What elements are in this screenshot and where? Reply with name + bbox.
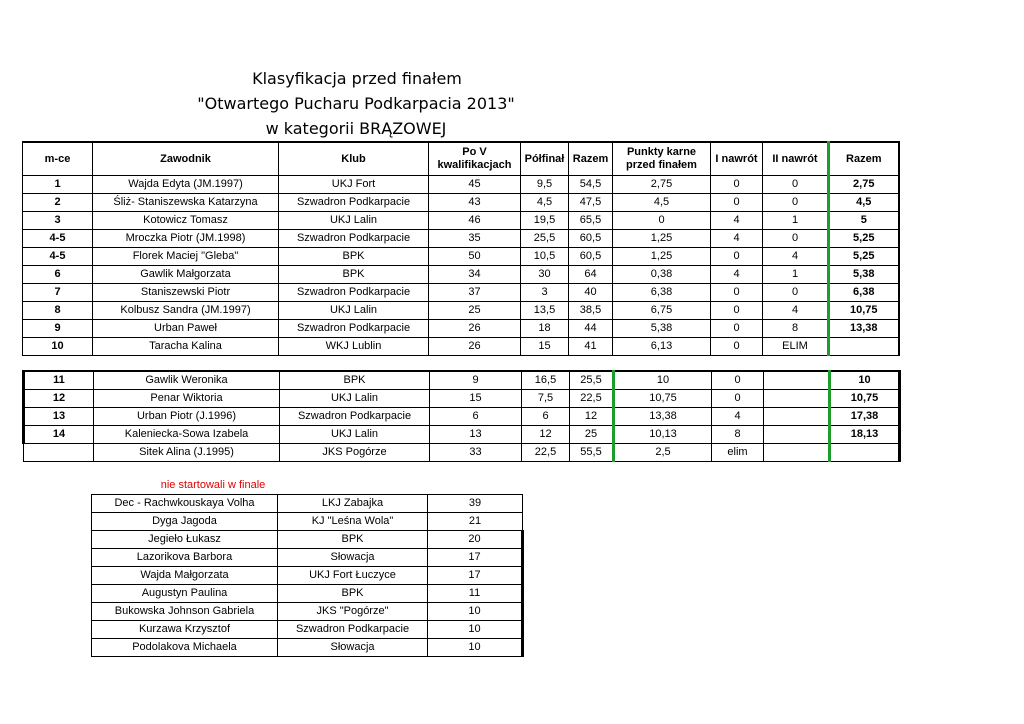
cell-place: 8 — [23, 302, 93, 320]
table-row — [23, 176, 899, 194]
table-header-row — [23, 142, 899, 176]
cell-total: 10 — [830, 371, 900, 390]
cell-sum: 54,5 — [569, 176, 613, 194]
document-title — [0, 66, 712, 141]
cell-name: Florek Maciej "Gleba" — [93, 248, 279, 266]
cell-run1: 0 — [712, 371, 764, 390]
cell-total: 4,5 — [829, 194, 899, 212]
cell-penalty: 10,75 — [614, 390, 712, 408]
cell-penalty: 6,75 — [613, 302, 711, 320]
header-sum: Razem — [569, 142, 613, 176]
cell-sum: 47,5 — [569, 194, 613, 212]
cell-run1: elim — [712, 444, 764, 462]
title-line-3: w kategorii BRĄZOWEJ — [265, 119, 447, 138]
header-penalty: Punkty karne przed finałem — [613, 142, 711, 176]
cell-name: Podolakova Michaela — [92, 639, 278, 657]
cell-penalty: 6,38 — [613, 284, 711, 302]
cell-total: 5 — [829, 212, 899, 230]
table-row — [23, 212, 899, 230]
table-row — [92, 585, 523, 603]
cell-semi: 13,5 — [521, 302, 569, 320]
cell-qual: 6 — [430, 408, 522, 426]
cell-qual: 17 — [428, 567, 523, 585]
cell-qual: 26 — [429, 320, 521, 338]
header-total: Razem — [829, 142, 899, 176]
cell-sum: 41 — [569, 338, 613, 356]
cell-total: 10,75 — [829, 302, 899, 320]
cell-penalty: 4,5 — [613, 194, 711, 212]
table-row — [23, 248, 899, 266]
cell-total — [830, 444, 900, 462]
cell-total: 2,75 — [829, 176, 899, 194]
cell-run2: 8 — [763, 320, 829, 338]
cell-club: BPK — [280, 371, 430, 390]
header-qual: Po V kwalifikacjach — [429, 142, 521, 176]
cell-qual: 37 — [429, 284, 521, 302]
cell-semi: 19,5 — [521, 212, 569, 230]
cell-place: 4-5 — [23, 248, 93, 266]
cell-qual: 11 — [428, 585, 523, 603]
cell-name: Lazorikova Barbora — [92, 549, 278, 567]
table-row — [23, 338, 899, 356]
cell-name: Augustyn Paulina — [92, 585, 278, 603]
table-row — [92, 549, 523, 567]
cell-total: 10,75 — [830, 390, 900, 408]
cell-penalty: 1,25 — [613, 248, 711, 266]
cell-semi: 25,5 — [521, 230, 569, 248]
cell-run2: ELIM — [763, 338, 829, 356]
cell-qual: 50 — [429, 248, 521, 266]
cell-qual: 46 — [429, 212, 521, 230]
cell-qual: 17 — [428, 549, 523, 567]
cell-penalty: 5,38 — [613, 320, 711, 338]
cell-total — [829, 338, 899, 356]
cell-sum: 64 — [569, 266, 613, 284]
cell-place: 4-5 — [23, 230, 93, 248]
cell-run2 — [764, 426, 830, 444]
cell-name: Jegieło Łukasz — [92, 531, 278, 549]
cell-run2 — [764, 371, 830, 390]
header-semi: Półfinał — [521, 142, 569, 176]
cell-club: Słowacja — [278, 639, 428, 657]
cell-club: JKS "Pogórze" — [278, 603, 428, 621]
cell-name: Taracha Kalina — [93, 338, 279, 356]
cell-name: Dyga Jagoda — [92, 513, 278, 531]
cell-semi: 3 — [521, 284, 569, 302]
cell-club: LKJ Zabajka — [278, 495, 428, 513]
cell-club: UKJ Fort Łuczyce — [278, 567, 428, 585]
cell-qual: 25 — [429, 302, 521, 320]
cell-qual: 10 — [428, 603, 523, 621]
cell-run1: 0 — [711, 302, 763, 320]
title-line-2: "Otwartego Pucharu Podkarpacia 2013" — [197, 94, 515, 113]
cell-club: BPK — [279, 248, 429, 266]
cell-place: 7 — [23, 284, 93, 302]
table-row — [92, 639, 523, 657]
cell-place: 12 — [24, 390, 94, 408]
table-row — [92, 513, 523, 531]
cell-club: Szwadron Podkarpacie — [280, 408, 430, 426]
cell-sum: 12 — [570, 408, 614, 426]
cell-run2 — [764, 390, 830, 408]
cell-qual: 26 — [429, 338, 521, 356]
cell-run1: 4 — [711, 230, 763, 248]
cell-place: 14 — [24, 426, 94, 444]
cell-penalty: 13,38 — [614, 408, 712, 426]
cell-total: 5,38 — [829, 266, 899, 284]
cell-run2 — [764, 408, 830, 426]
cell-name: Gawlik Małgorzata — [93, 266, 279, 284]
title-line-1: Klasyfikacja przed finałem — [252, 69, 462, 88]
cell-total: 13,38 — [829, 320, 899, 338]
header-run2: II nawrót — [763, 142, 829, 176]
cell-club: Szwadron Podkarpacie — [279, 320, 429, 338]
cell-place: 3 — [23, 212, 93, 230]
cell-semi: 9,5 — [521, 176, 569, 194]
cell-name: Sitek Alina (J.1995) — [94, 444, 280, 462]
cell-penalty: 0,38 — [613, 266, 711, 284]
table-row — [24, 371, 900, 390]
table-row — [24, 390, 900, 408]
table-row — [92, 567, 523, 585]
cell-name: Urban Piotr (J.1996) — [94, 408, 280, 426]
cell-place: 6 — [23, 266, 93, 284]
cell-run2: 0 — [763, 194, 829, 212]
header-club: Klub — [279, 142, 429, 176]
cell-name: Bukowska Johnson Gabriela — [92, 603, 278, 621]
cell-name: Kotowicz Tomasz — [93, 212, 279, 230]
cell-run1: 0 — [711, 176, 763, 194]
table-row — [92, 531, 523, 549]
cell-club: UKJ Fort — [279, 176, 429, 194]
cell-club: BPK — [278, 585, 428, 603]
cell-semi: 7,5 — [522, 390, 570, 408]
cell-semi: 4,5 — [521, 194, 569, 212]
cell-club: WKJ Lublin — [279, 338, 429, 356]
cell-qual: 35 — [429, 230, 521, 248]
cell-semi: 16,5 — [522, 371, 570, 390]
cell-penalty: 10,13 — [614, 426, 712, 444]
cell-penalty: 10 — [614, 371, 712, 390]
cell-total: 17,38 — [830, 408, 900, 426]
cell-qual: 39 — [428, 495, 523, 513]
cell-name: Mroczka Piotr (JM.1998) — [93, 230, 279, 248]
table-row — [24, 444, 900, 462]
cell-sum: 40 — [569, 284, 613, 302]
table-row — [23, 320, 899, 338]
cell-club: Szwadron Podkarpacie — [279, 284, 429, 302]
cell-club: Szwadron Podkarpacie — [279, 194, 429, 212]
ranking-table — [22, 141, 900, 356]
cell-qual: 21 — [428, 513, 523, 531]
table-row — [23, 230, 899, 248]
cell-run2: 1 — [763, 212, 829, 230]
header-place: m-ce — [23, 142, 93, 176]
cell-total: 6,38 — [829, 284, 899, 302]
table-row — [23, 284, 899, 302]
table-row — [23, 302, 899, 320]
cell-semi: 10,5 — [521, 248, 569, 266]
cell-run1: 4 — [712, 408, 764, 426]
cell-semi: 12 — [522, 426, 570, 444]
cell-name: Penar Wiktoria — [94, 390, 280, 408]
cell-place: 1 — [23, 176, 93, 194]
cell-name: Kaleniecka-Sowa Izabela — [94, 426, 280, 444]
cell-penalty: 0 — [613, 212, 711, 230]
cell-place: 10 — [23, 338, 93, 356]
cell-semi: 22,5 — [522, 444, 570, 462]
cell-name: Urban Paweł — [93, 320, 279, 338]
cell-club: Szwadron Podkarpacie — [278, 621, 428, 639]
cell-place: 11 — [24, 371, 94, 390]
cell-sum: 55,5 — [570, 444, 614, 462]
cell-qual: 13 — [430, 426, 522, 444]
cell-penalty: 2,5 — [614, 444, 712, 462]
cell-run1: 4 — [711, 212, 763, 230]
table-row — [23, 266, 899, 284]
cell-club: UKJ Lalin — [279, 212, 429, 230]
cell-penalty: 2,75 — [613, 176, 711, 194]
cell-sum: 44 — [569, 320, 613, 338]
cell-club: BPK — [279, 266, 429, 284]
cell-club: BPK — [278, 531, 428, 549]
cell-qual: 20 — [428, 531, 523, 549]
cell-sum: 25,5 — [570, 371, 614, 390]
cell-semi: 30 — [521, 266, 569, 284]
did-not-start-table — [91, 494, 524, 657]
cell-sum: 38,5 — [569, 302, 613, 320]
cell-club: UKJ Lalin — [279, 302, 429, 320]
table-row — [92, 495, 523, 513]
cell-sum: 65,5 — [569, 212, 613, 230]
table-row — [24, 408, 900, 426]
cell-qual: 43 — [429, 194, 521, 212]
cell-name: Dec - Rachwkouskaya Volha — [92, 495, 278, 513]
cell-qual: 10 — [428, 621, 523, 639]
cell-penalty: 1,25 — [613, 230, 711, 248]
cell-semi: 15 — [521, 338, 569, 356]
header-run1: I nawrót — [711, 142, 763, 176]
cell-place — [24, 444, 94, 462]
cell-sum: 25 — [570, 426, 614, 444]
cell-club: Szwadron Podkarpacie — [279, 230, 429, 248]
cell-qual: 15 — [430, 390, 522, 408]
cell-name: Staniszewski Piotr — [93, 284, 279, 302]
cell-run2 — [764, 444, 830, 462]
table-row — [24, 426, 900, 444]
cell-run1: 0 — [711, 284, 763, 302]
cell-sum: 60,5 — [569, 248, 613, 266]
cell-place: 2 — [23, 194, 93, 212]
cell-name: Gawlik Weronika — [94, 371, 280, 390]
cell-penalty: 6,13 — [613, 338, 711, 356]
cell-run2: 4 — [763, 302, 829, 320]
cell-name: Kurzawa Krzysztof — [92, 621, 278, 639]
cell-run2: 0 — [763, 230, 829, 248]
table-row — [92, 621, 523, 639]
header-name: Zawodnik — [93, 142, 279, 176]
cell-name: Wajda Edyta (JM.1997) — [93, 176, 279, 194]
cell-run1: 0 — [711, 320, 763, 338]
cell-semi: 6 — [522, 408, 570, 426]
cell-sum: 22,5 — [570, 390, 614, 408]
cell-run1: 0 — [711, 248, 763, 266]
cell-total: 18,13 — [830, 426, 900, 444]
cell-run1: 8 — [712, 426, 764, 444]
cell-sum: 60,5 — [569, 230, 613, 248]
cell-qual: 34 — [429, 266, 521, 284]
cell-total: 5,25 — [829, 230, 899, 248]
cell-club: KJ "Leśna Wola" — [278, 513, 428, 531]
cell-run2: 1 — [763, 266, 829, 284]
cell-place: 13 — [24, 408, 94, 426]
cell-run1: 0 — [711, 338, 763, 356]
cell-run1: 4 — [711, 266, 763, 284]
cell-semi: 18 — [521, 320, 569, 338]
ranking-table-continued — [22, 370, 901, 462]
cell-run2: 0 — [763, 176, 829, 194]
cell-club: Słowacja — [278, 549, 428, 567]
cell-qual: 45 — [429, 176, 521, 194]
cell-run2: 0 — [763, 284, 829, 302]
cell-club: JKS Pogórze — [280, 444, 430, 462]
cell-qual: 10 — [428, 639, 523, 657]
cell-place: 9 — [23, 320, 93, 338]
cell-qual: 9 — [430, 371, 522, 390]
cell-club: UKJ Lalin — [280, 390, 430, 408]
cell-run1: 0 — [711, 194, 763, 212]
cell-qual: 33 — [430, 444, 522, 462]
cell-run1: 0 — [712, 390, 764, 408]
cell-total: 5,25 — [829, 248, 899, 266]
table-row — [23, 194, 899, 212]
cell-name: Kolbusz Sandra (JM.1997) — [93, 302, 279, 320]
cell-name: Śliż- Staniszewska Katarzyna — [93, 194, 279, 212]
cell-run2: 4 — [763, 248, 829, 266]
dns-label: nie startowali w finale — [160, 479, 266, 491]
table-row — [92, 603, 523, 621]
cell-name: Wajda Małgorzata — [92, 567, 278, 585]
cell-club: UKJ Lalin — [280, 426, 430, 444]
